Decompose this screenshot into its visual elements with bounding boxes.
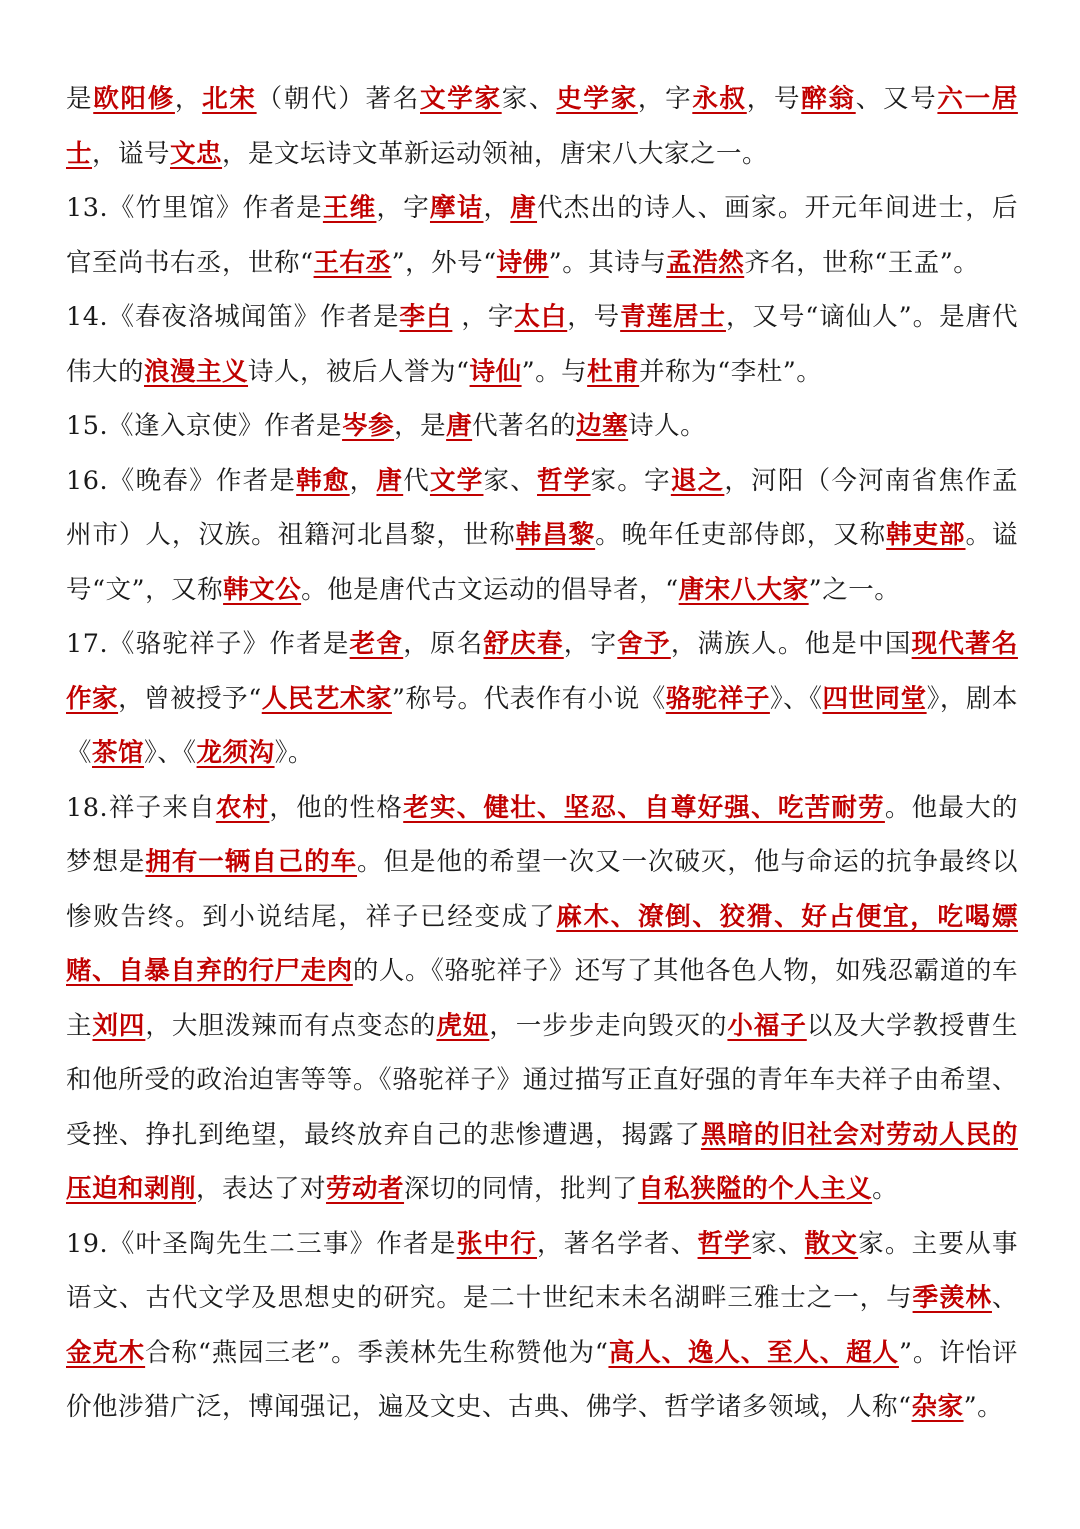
highlighted-answer: 高人、逸人、至人、超人 [608, 1337, 899, 1368]
text-segment: ，他的性格 [269, 792, 404, 823]
text-segment: ”，外号“ [391, 247, 497, 278]
highlighted-answer: 边塞 [576, 411, 629, 441]
highlighted-answer: 杜甫 [587, 356, 640, 387]
highlighted-answer: 人民艺术家 [261, 683, 392, 714]
paragraph-14-chunye-luocheng-wendi [66, 290, 1018, 399]
text-segment: 是 [66, 84, 94, 114]
paragraph-ouyangxiu [66, 72, 1018, 181]
highlighted-answer: 唐宋八大家 [678, 574, 809, 605]
text-segment: 。晚年任吏部侍郎，又称 [595, 520, 887, 550]
text-segment: 诗人。 [628, 411, 707, 441]
highlighted-answer: 唐 [446, 411, 473, 441]
text-segment: 15.《逢入京使》作者是 [66, 411, 343, 441]
text-segment: 19.《叶圣陶先生二三事》作者是 [66, 1228, 457, 1259]
highlighted-answer: 唐 [376, 465, 404, 496]
highlighted-answer: 六一居士 [66, 84, 1018, 169]
text-segment: ”。 [963, 1392, 1004, 1422]
highlighted-answer: 太白 [514, 302, 568, 332]
highlighted-answer: 哲学 [697, 1228, 752, 1259]
document-body [66, 72, 1018, 1435]
text-segment: 代 [403, 465, 430, 496]
highlighted-answer: 季羡林 [912, 1283, 992, 1313]
paragraph-19-ye-shengtao [66, 1217, 1018, 1435]
text-segment: 》、《 [144, 738, 197, 768]
highlighted-answer: 张中行 [456, 1228, 537, 1259]
text-segment: ，著名学者、 [536, 1228, 698, 1259]
highlighted-answer: 唐 [510, 193, 538, 223]
highlighted-answer: 王维 [322, 193, 377, 223]
text-segment: ，河阳（今河南省焦作孟州市）人，汉族。祖籍河北昌黎，世称 [66, 465, 1018, 550]
paragraph-16-wanchun [66, 454, 1018, 618]
text-segment: 。 [872, 1174, 899, 1204]
text-segment: ，表达了对 [196, 1174, 327, 1204]
highlighted-answer: 永叔 [692, 84, 747, 114]
text-segment: 16.《晚春》作者是 [66, 465, 297, 496]
text-segment: ，曾被授予“ [118, 683, 262, 714]
highlighted-answer: 史学家 [556, 84, 638, 114]
highlighted-answer: 退之 [670, 465, 725, 496]
text-segment: 齐名，世称“王孟”。 [744, 247, 980, 278]
text-segment: 。谥号“文”，又称 [66, 520, 1018, 605]
highlighted-answer: 老实、健壮、坚忍、自尊好强、吃苦耐劳 [403, 792, 885, 823]
text-segment: 14.《春夜洛城闻笛》作者是 [66, 302, 400, 332]
highlighted-answer: 自私狭隘的个人主义 [638, 1174, 873, 1204]
text-segment: ，又号“谪仙人”。是唐代伟大的 [66, 302, 1018, 387]
highlighted-answer: 麻木、潦倒、狡猾、好占便宜，吃喝嫖赌、自暴自弃的行尸走肉 [66, 901, 1018, 986]
highlighted-answer: 四世同堂 [822, 683, 927, 714]
text-segment: 、 [991, 1283, 1018, 1313]
highlighted-answer: 小福子 [727, 1010, 807, 1041]
highlighted-answer: 诗仙 [469, 356, 522, 387]
highlighted-answer: 龙须沟 [196, 738, 275, 768]
text-segment: ，字 [452, 302, 515, 332]
text-segment: 18.祥子来自 [66, 792, 216, 823]
highlighted-answer: 欧阳修 [93, 84, 175, 114]
text-segment: ，号 [567, 302, 621, 332]
text-segment: 合称“燕园三老”。季羡林先生称赞他为“ [145, 1337, 609, 1368]
text-segment: 家、 [751, 1228, 805, 1259]
text-segment: 》、《 [769, 683, 823, 714]
text-segment: 》，剧本《 [66, 683, 1018, 768]
highlighted-answer: 哲学 [537, 465, 591, 496]
highlighted-answer: 李白 [399, 302, 453, 332]
paragraph-15-fengru-jingshi [66, 399, 1018, 454]
highlighted-answer: 文忠 [170, 138, 223, 169]
text-segment: 》。 [274, 738, 314, 768]
text-segment: 家。主要从事语文、古代文学及思想史的研究。是二十世纪末未名湖畔三雅士之一，与 [66, 1228, 1018, 1313]
text-segment: 、又号 [855, 84, 938, 114]
text-segment: ， [483, 193, 511, 223]
highlighted-answer: 杂家 [911, 1392, 964, 1422]
text-segment: ”。许怡评价他涉猎广泛，博闻强记，遍及文史、古典、佛学、哲学诸多领域，人称“ [66, 1337, 1018, 1422]
highlighted-answer: 岑参 [342, 411, 395, 441]
text-segment: ，字 [563, 629, 618, 659]
highlighted-answer: 韩愈 [296, 465, 350, 496]
highlighted-answer: 王右丞 [313, 247, 392, 278]
highlighted-answer: 骆驼祥子 [665, 683, 770, 714]
text-segment: 家。字 [590, 465, 671, 496]
text-segment: ， [174, 84, 203, 114]
highlighted-answer: 醉翁 [801, 84, 856, 114]
highlighted-answer: 农村 [215, 792, 270, 823]
highlighted-answer: 刘四 [92, 1010, 146, 1041]
highlighted-answer: 韩吏部 [886, 520, 966, 550]
text-segment: （朝代）著名 [256, 84, 420, 114]
highlighted-answer: 黑暗的旧社会对劳动人民的压迫和剥削 [66, 1119, 1018, 1204]
highlighted-answer: 拥有一辆自己的车 [145, 847, 358, 877]
highlighted-answer: 青莲居士 [620, 302, 726, 332]
highlighted-answer: 韩文公 [223, 574, 302, 605]
highlighted-answer: 老舍 [349, 629, 404, 659]
highlighted-answer: 文学 [429, 465, 484, 496]
text-segment: 家、 [483, 465, 538, 496]
paragraph-17-luotuo-xiangzi-author [66, 617, 1018, 781]
text-segment: ，字 [637, 84, 693, 114]
text-segment: ”。其诗与 [548, 247, 667, 278]
text-segment: 并称为“李杜”。 [639, 356, 823, 387]
text-segment: 13.《竹里馆》作者是 [66, 193, 323, 223]
highlighted-answer: 北宋 [202, 84, 257, 114]
highlighted-answer: 金克木 [66, 1337, 146, 1368]
text-segment: ”称号。代表作有小说《 [391, 683, 666, 714]
highlighted-answer: 虎妞 [436, 1010, 490, 1041]
text-segment: 以及大学教授曹生和他所受的政治迫害等等。《骆驼祥子》通过描写正直好强的青年车夫祥子由希望、受挫、挣扎到绝望，最终放弃自己的悲惨遭遇，揭露了 [66, 1010, 1018, 1150]
text-segment: 深切的同情，批判了 [404, 1174, 639, 1204]
text-segment: ，大胆泼辣而有点变态的 [145, 1010, 437, 1041]
text-segment: 家、 [501, 84, 557, 114]
text-segment: ”。与 [521, 356, 588, 387]
highlighted-answer: 韩昌黎 [515, 520, 596, 550]
highlighted-answer: 孟浩然 [666, 247, 745, 278]
text-segment: ，是文坛诗文革新运动领袖，唐宋八大家之一。 [222, 138, 769, 169]
highlighted-answer: 摩诘 [429, 193, 484, 223]
highlighted-answer: 诗佛 [496, 247, 549, 278]
text-segment: 的人。《骆驼祥子》还写了其他各色人物，如残忍霸道的车主 [66, 956, 1018, 1041]
paragraph-18-xiangzi-character [66, 781, 1018, 1217]
text-segment: ，满族人。他是中国 [670, 629, 912, 659]
text-segment: ，号 [746, 84, 802, 114]
highlighted-answer: 茶馆 [92, 738, 145, 768]
text-segment: 17.《骆驼祥子》作者是 [66, 629, 350, 659]
highlighted-answer: 劳动者 [326, 1174, 405, 1204]
text-segment: 代杰出的诗人、画家。开元年间进士，后官至尚书右丞，世称“ [66, 193, 1018, 278]
text-segment: ， [349, 465, 377, 496]
highlighted-answer: 舒庆春 [483, 629, 564, 659]
text-segment: 。他最大的梦想是 [66, 792, 1018, 877]
text-segment: ，字 [376, 193, 430, 223]
text-segment: ，谥号 [92, 138, 171, 169]
paragraph-13-zhuliguan [66, 181, 1018, 290]
text-segment: ”之一。 [808, 574, 901, 605]
highlighted-answer: 文学家 [420, 84, 502, 114]
text-segment: ，一步步走向毁灭的 [489, 1010, 728, 1041]
highlighted-answer: 散文 [804, 1228, 859, 1259]
text-segment: ，原名 [403, 629, 484, 659]
text-segment: 。他是唐代古文运动的倡导者，“ [301, 574, 679, 605]
text-segment: ，是 [394, 411, 447, 441]
highlighted-answer: 现代著名作家 [66, 629, 1018, 714]
text-segment: 诗人，被后人誉为“ [248, 356, 470, 387]
text-segment: 。但是他的希望一次又一次破灭，他与命运的抗争最终以惨败告终。到小说结尾，祥子已经变成了 [66, 847, 1018, 932]
highlighted-answer: 浪漫主义 [144, 356, 249, 387]
text-segment: 代著名的 [472, 411, 577, 441]
highlighted-answer: 舍予 [617, 629, 671, 659]
